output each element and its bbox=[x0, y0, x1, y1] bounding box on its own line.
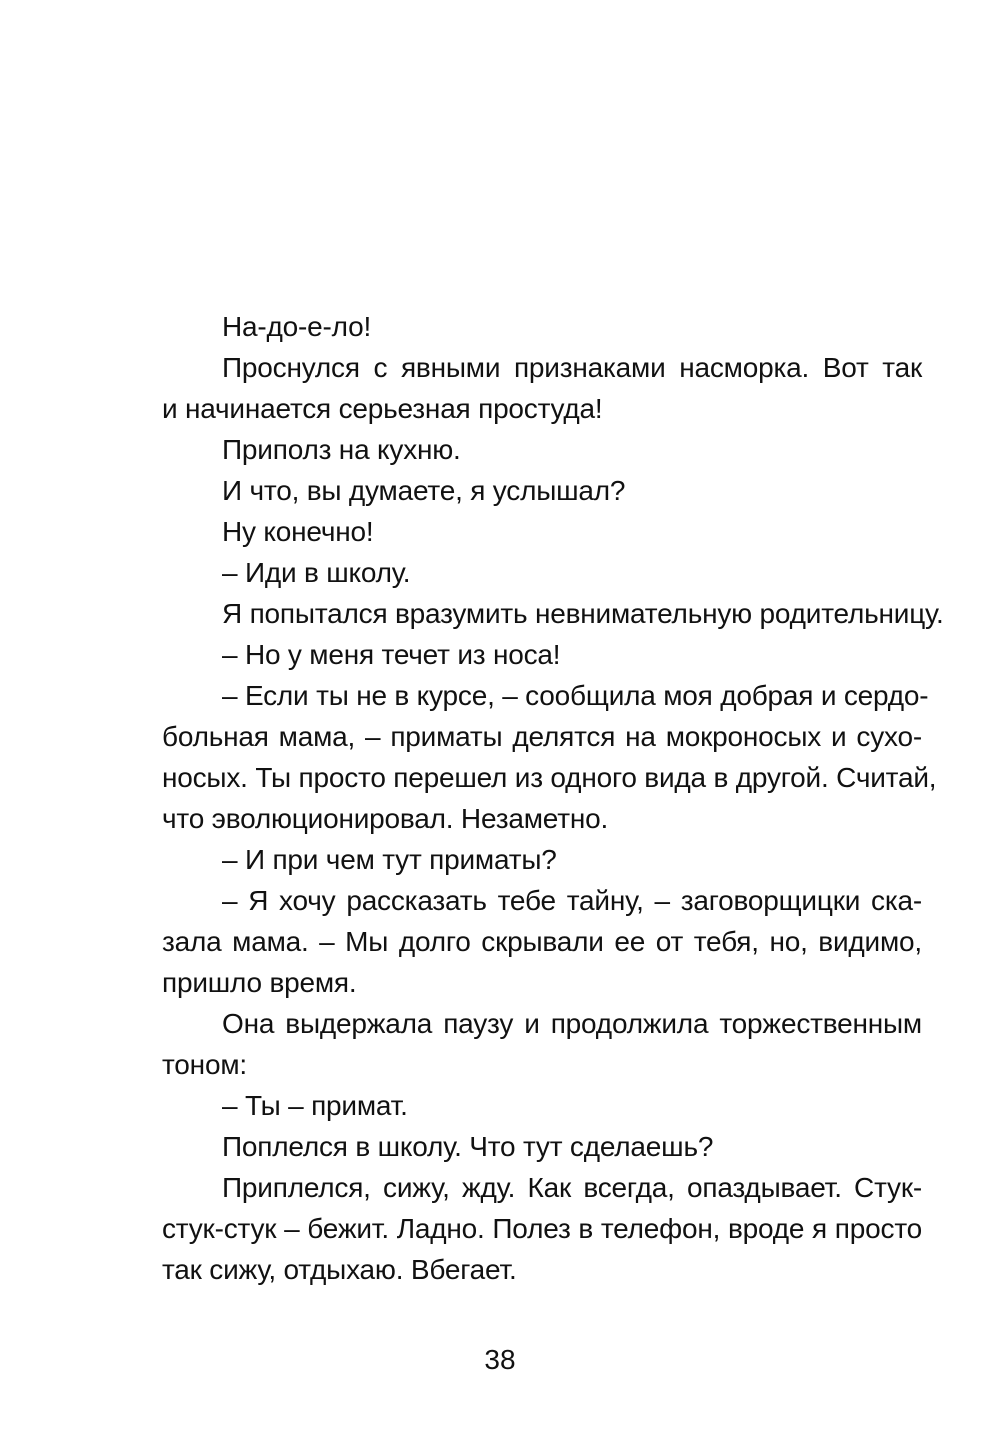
text-line: так сижу, отдыхаю. Вбегает. bbox=[162, 1254, 517, 1285]
text-line: тоном: bbox=[162, 1049, 247, 1080]
text-line: стук-стук – бежит. Ладно. Полез в телефон, вроде я просто bbox=[162, 1213, 922, 1244]
text-line: – Я хочу рассказать тебе тайну, – заговорщицки ска- bbox=[222, 885, 922, 916]
text-line: Проснулся с явными признаками насморка. Вот так bbox=[222, 352, 922, 383]
text-line: Я попытался вразумить невнимательную родительницу. bbox=[222, 598, 944, 629]
text-line: И что, вы думаете, я услышал? bbox=[222, 475, 626, 506]
text-line: – Ты – примат. bbox=[222, 1090, 408, 1121]
text-line: зала мама. – Мы долго скрывали ее от тебя, но, видимо, bbox=[162, 926, 922, 957]
text-line: Ну конечно! bbox=[222, 516, 374, 547]
text-line: Приплелся, сижу, жду. Как всегда, опаздывает. Стук- bbox=[222, 1172, 922, 1203]
text-line: что эволюционировал. Незаметно. bbox=[162, 803, 609, 834]
text-line: носых. Ты просто перешел из одного вида в другой. Считай, bbox=[162, 762, 937, 793]
text-line: – Если ты не в курсе, – сообщила моя добрая и сердо- bbox=[222, 680, 929, 711]
text-line: – И при чем тут приматы? bbox=[222, 844, 557, 875]
text-line: больная мама, – приматы делятся на мокроносых и сухо- bbox=[162, 721, 922, 752]
page-number: 38 bbox=[484, 1344, 516, 1375]
text-line: – Иди в школу. bbox=[222, 557, 411, 588]
text-line: Поплелся в школу. Что тут сделаешь? bbox=[222, 1131, 714, 1162]
text-line: и начинается серьезная простуда! bbox=[162, 393, 603, 424]
text-line: – Но у меня течет из носа! bbox=[222, 639, 561, 670]
text-line: пришло время. bbox=[162, 967, 357, 998]
text-line: Приполз на кухню. bbox=[222, 434, 461, 465]
text-line: На-до-е-ло! bbox=[222, 311, 372, 342]
text-line: Она выдержала паузу и продолжила торжественным bbox=[222, 1008, 922, 1039]
